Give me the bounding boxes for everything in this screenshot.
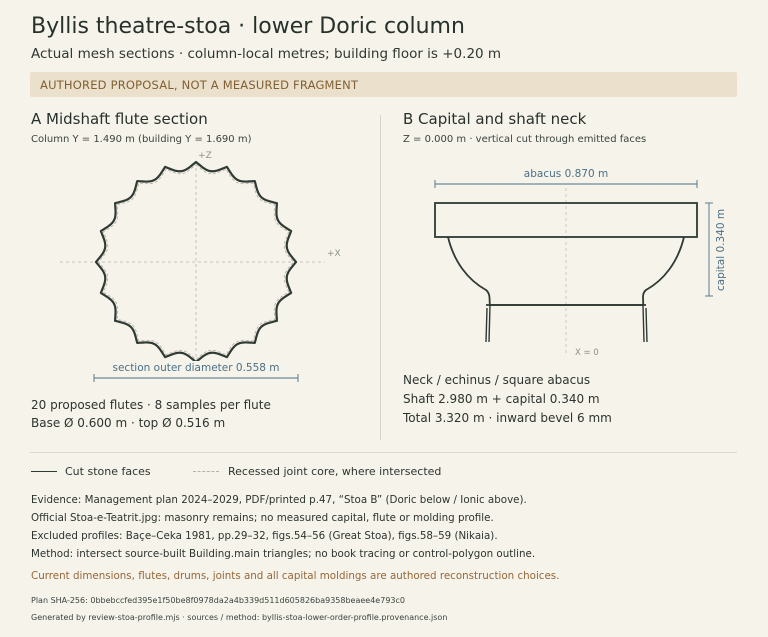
note-method: Method: intersect source-built Building.main triangles; no book tracing or control-polygon outline. — [31, 548, 536, 560]
echinus-profile — [448, 237, 684, 305]
panel-b-subtitle: Z = 0.000 m · vertical cut through emitted faces — [403, 134, 647, 145]
panel-a-stat-diameters: Base Ø 0.600 m · top Ø 0.516 m — [31, 416, 226, 430]
diameter-label: section outer diameter 0.558 m — [112, 362, 280, 374]
legend-solid-label: Cut stone faces — [65, 465, 151, 478]
note-official: Official Stoa-e-Teatrit.jpg: masonry remains; no measured capital, flute or molding profile. — [31, 512, 494, 524]
page-subtitle: Actual mesh sections · column-local metres; building floor is +0.20 m — [31, 46, 502, 62]
capital-label: capital 0.340 m — [715, 208, 727, 292]
plan-sha: Plan SHA-256: 0bbebccfed395e1f50be8f0978da2a4b339d511d605826ba9358beaee4e793c0 — [31, 596, 405, 605]
panel-b-title: B Capital and shaft neck — [403, 110, 587, 128]
axis-x0-label: X = 0 — [575, 348, 599, 358]
legend-dashed-label: Recessed joint core, where intersected — [228, 465, 442, 478]
panel-b-stat-parts: Neck / echinus / square abacus — [403, 373, 591, 387]
generated-by: Generated by review-stoa-profile.mjs · sources / method: byllis-stoa-lower-order-profile.provenance.json — [31, 613, 448, 622]
abacus-dimension — [435, 168, 697, 188]
panel-a-title: A Midshaft flute section — [31, 110, 208, 128]
abacus-label: abacus 0.870 m — [523, 168, 609, 180]
capital-dimension — [705, 203, 727, 296]
legend-solid-swatch — [31, 471, 57, 472]
axis-x-label: +X — [327, 249, 341, 259]
shaft-left-edge — [486, 305, 490, 342]
page-title: Byllis theatre-stoa · lower Doric column — [31, 14, 465, 39]
shaft-right-edge — [643, 305, 647, 342]
note-evidence: Evidence: Management plan 2024–2029, PDF/printed p.47, “Stoa B” (Doric below / Ionic above). — [31, 494, 527, 506]
axis-z-label: +Z — [198, 151, 212, 161]
panel-b-stat-heights: Shaft 2.980 m + capital 0.340 m — [403, 392, 600, 406]
panel-a-stat-flutes: 20 proposed flutes · 8 samples per flute — [31, 398, 271, 412]
panel-b-stat-total: Total 3.320 m · inward bevel 6 mm — [403, 411, 612, 425]
legend-dashed-swatch — [193, 471, 219, 472]
panel-a-subtitle: Column Y = 1.490 m (building Y = 1.690 m) — [31, 134, 252, 145]
note-authored-choices: Current dimensions, flutes, drums, joints and all capital moldings are authored reconstruction choices. — [31, 570, 560, 582]
section-divider — [30, 452, 737, 453]
note-excluded: Excluded profiles: Baçe–Ceka 1981, pp.29–32, figs.54–56 (Great Stoa), figs.58–59 (Nikaia). — [31, 530, 498, 542]
banner-text: AUTHORED PROPOSAL, NOT A MEASURED FRAGMENT — [40, 78, 359, 92]
